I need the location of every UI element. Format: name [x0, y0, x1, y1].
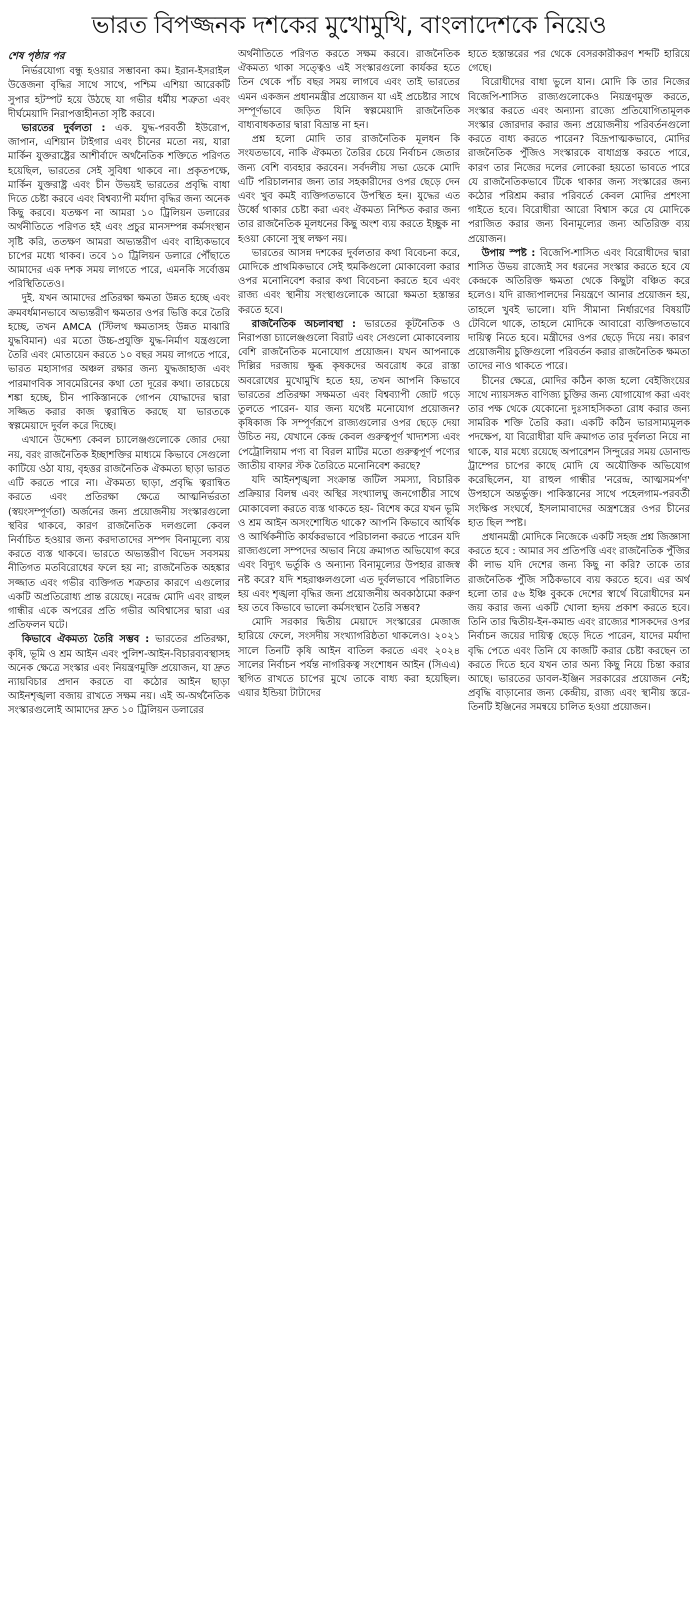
- paragraph-text: মোদি সরকার দ্বিতীয় মেয়াদে সংস্কারের মেজাজ হারিয়ে ফেলে, সংসদীয় সংখ্যাগরিষ্ঠতা থাকলেও। ২০২১ সালে তিনটি কৃষি আইন বাতিল করতে এবং ২০২৪ সালের নির্বাচন পর্যন্ত নাগরিকত্ব সংশোধন আইন (সিএএ) স্থগিত রাখতে চাপের মুখে তাকে বাধ্য করা হয়েছিল। এয়ার ইন্ডিয়া টাটাদের: [238, 617, 460, 700]
- subheading: কিভাবে ঐকমত্য তৈরি সম্ভব :: [21, 634, 150, 646]
- paragraph-text: ভারতের কূটনৈতিক ও নিরাপত্তা চ্যালেঞ্জগুলো বিরাট এবং সেগুলো মোকাবেলায় বেশি রাজনৈতিক মনোযোগ প্রয়োজন। যখন আপনাকে দিল্লির দরজায় ক্ষুব্ধ কৃষকদের অবরোধ করে রাস্তা অবরোধের মুখোমুখি হতে হয়, তখন আপনি কিভাবে ভারতের প্রতিরক্ষা সক্ষমতা এবং বিশ্বব্যাপী জোট গড়ে তুলতে পারেন- যার জন্য যথেষ্ট মনোযোগ প্রয়োজন? কৃষিকাজ কি সম্পূর্ণরূপে রাজ্যগুলোর ওপর ছেড়ে দেয়া উচিত নয়, যেখানে কেন্দ্র কেবল গুরুত্বপূর্ণ খাদ্যশস্য এবং পেট্রোলিয়াম পণ্য বা বিরল মাটির মতো গুরুত্বপূর্ণ পণ্যের জাতীয় বাফার স্টক তৈরিতে মনোনিবেশ করছে?: [238, 318, 460, 472]
- paragraph: [8, 65, 230, 122]
- column-1: [8, 48, 230, 1600]
- paragraph: [8, 122, 230, 292]
- paragraph: [8, 292, 230, 434]
- paragraph: [238, 474, 460, 616]
- paragraph-text: বিরোধীদের বাধা ভুলে যান। মোদি কি তার নিজের বিজেপি-শাসিত রাজ্যগুলোকেও নিয়ন্ত্রণমুক্ত করতে, সংস্কার করতে এবং অন্যান্য রাজ্যে প্রতিযোগিতামূলক সংস্কার জোরদার করার জন্য প্রয়োজনীয় পরিবর্তনগুলো করতে বাধ্য করতে পারেন? বিদ্রূপাত্মকভাবে, মোদির রাজনৈতিক পুঁজিও সংস্কারকে বাধাগ্রস্ত করতে পারে, কারণ তার নিজের দলের লোকেরা হয়তো ভাবতে পারে যে রাজনৈতিকভাবে টিকে থাকার জন্য সংস্কারের জন্য কঠোর পরিশ্রম করার পরিবর্তে কেবল মোদির প্রশংসা গাইতে হবে। বিরোধীরা আরো বিশ্বাস করে যে মোদিকে পরাজিত করার জন্য বিনামূল্যের জন্য অতিরিক্ত ব্যয় প্রয়োজন।: [468, 77, 690, 245]
- subheading: উপায় স্পষ্ট :: [481, 247, 536, 259]
- paragraph-text: হাতে হস্তান্তরের পর থেকে বেসরকারীকরণ শব্দটি হারিয়ে গেছে।: [468, 49, 690, 75]
- article-columns: [8, 48, 690, 1600]
- paragraph-text: ভারতের প্রতিরক্ষা, কৃষি, ভূমি ও শ্রম আইন এবং পুলিশ-আইন-বিচারব্যবস্থাসহ অনেক ক্ষেত্রে সংস্কার এবং নিয়ন্ত্রণমুক্তি প্রয়োজন, যা দ্রুত ন্যায়বিচার প্রদান করতে বা কঠোর আইন ছাড়া আইনশৃঙ্খলা বজায় রাখতে সক্ষম নয়। এই অ-অর্থনৈতিক সংস্কারগুলোই আমাদের দ্রুত ১০ ট্রিলিয়ন ডলারের: [8, 634, 230, 717]
- paragraph-text: চীনের ক্ষেত্রে, মোদির কঠিন কাজ হলো বেইজিংয়ের সাথে ন্যায়সঙ্গত বাণিজ্য চুক্তির জন্য যোগাযোগ করা এবং তার পক্ষ থেকে যেকোনো দুঃসাহসিকতা রোধ করার জন্য সামরিক শক্তি তৈরি করা। একটি কঠিন ভারসাম্যমূলক পদক্ষেপ, যা বিরোধীরা যদি ক্রমাগত তার দুর্বলতা নিয়ে না থাকে, যার মধ্যে রয়েছে অপারেশন সিন্দুরের সময় ডোনাল্ড ট্রাম্পের চাপের কাছে মোদি যে অযৌক্তিক অভিযোগ করেছিলেন, যা রাহুল গান্ধীর 'নরেন্দ্র, আত্মসমর্পণ' উপহাসে অন্তর্ভুক্ত। পাকিস্তানের সাথে পহেলগাম-পরবর্তী সংক্ষিপ্ত সংঘর্ষে, ইসলামাবাদের অস্ত্রশস্ত্রের ওপর চীনের হাত ছিল স্পষ্ট।: [468, 375, 690, 529]
- paragraph-text: নির্ভরযোগ্য বন্ধু হওয়ার সম্ভাবনা কম। ইরান-ইসরাইল উত্তেজনা বৃদ্ধির সাথে সাথে, পশ্চিম এশিয়া আরেকটি সুপার হটস্পট হয়ে উঠছে যা গভীর ধর্মীয় শত্রুতা এবং দীর্ঘমেয়াদি নিরাপত্তাহীনতা সৃষ্টি করবে।: [8, 66, 230, 120]
- column-3: [468, 48, 690, 1600]
- paragraph-text: প্রধানমন্ত্রী মোদিকে নিজেকে একটি সহজ প্রশ্ন জিজ্ঞাসা করতে হবে : আমার সব প্রতিপত্তি এবং রাজনৈতিক পুঁজির কী লাভ যদি দেশের জন্য কিছু না করি? তাকে তার রাজনৈতিক পুঁজি সঠিকভাবে ব্যয় করতে হবে। এর অর্থ হলো তার ৫৬ ইঞ্চি বুককে দেশের স্বার্থে বিরোধীদের মন জয় করার জন্য একটি খোলা হৃদয় প্রকাশ করতে হবে। তিনি তার দ্বিতীয়-ইন-কমান্ড এবং রাজ্যের শাসকদের ওপর নির্বাচন জয়ের দায়িত্ব ছেড়ে দিতে পারেন, যাদের মর্যাদা বৃদ্ধি পেতে এবং তিনি যে কাজটি করার চেষ্টা করছেন তা করতে দিতে হবে যখন তার অন্য কিছু নিয়ে চিন্তা করার আছে। ভারতের ডাবল-ইঞ্জিন সরকারের প্রয়োজন নেই; প্রবৃদ্ধি বাড়ানোর জন্য কেন্দ্রীয়, রাজ্য এবং স্থানীয় স্তরে- তিনটি ইঞ্জিনের সমন্বয়ে চালিত হওয়া প্রয়োজন।: [468, 531, 690, 714]
- paragraph-text: যদি আইনশৃঙ্খলা সংক্রান্ত জটিল সমস্যা, বিচারিক প্রক্রিয়ার বিলম্ব এবং অস্থির সংখ্যালঘু জনগোষ্ঠীর সাথে মোকাবেলা করতে ব্যস্ত থাকতে হয়- বিশেষ করে যখন ভূমি ও শ্রম আইন অসংশোধিত থাকে? আপনি কিভাবে আর্থিক ও আর্থিকনীতি কার্যকরভাবে পরিচালনা করতে পারেন যদি রাজ্যগুলো সম্পদের অভাব নিয়ে ক্রমাগত অভিযোগ করে এবং বিদ্যুৎ ভর্তুকি ও অন্যান্য বিনামূল্যের উপহার রাজস্ব নষ্ট করে? যদি শহরাঞ্চলগুলো এত দুর্বলভাবে পরিচালিত হয় এবং শৃঙ্খলা বৃদ্ধির জন্য প্রয়োজনীয় অবকাঠামো করুণ হয় তবে কিভাবে ভালো কর্মসংস্থান তৈরি সম্ভব?: [238, 475, 460, 614]
- paragraph-text: প্রশ্ন হলো মোদি তার রাজনৈতিক মূলধন কি সংযতভাবে, নাকি ঐকমত্য তৈরির চেয়ে নির্বাচন জেতার জন্য বেশি ব্যবহার করবেন। সর্বদলীয় সভা ডেকে মোদি এটি পরিচালনার জন্য তার সহকারীদের ওপর ছেড়ে দেন এবং খুব কমই ব্যক্তিগতভাবে উপস্থিত হন। যুদ্ধের এত উর্ধ্বে থাকার চেষ্টা করা এবং ঐকমত্য নিশ্চিত করার জন্য তার রাজনৈতিক মূলধনের কিছু অংশ ব্যয় করতে ইচ্ছুক না হওয়া কোনো সুস্থ লক্ষণ নয়।: [238, 134, 460, 245]
- paragraph: [238, 616, 460, 701]
- paragraph: [238, 48, 460, 133]
- paragraph: [468, 76, 690, 246]
- bottom-edge: [0, 1596, 698, 1600]
- paragraph: [468, 375, 690, 531]
- headline: ভারত বিপজ্জনক দশকের মুখোমুখি, বাংলাদেশকে নিয়েও: [91, 11, 607, 39]
- continued-from-kicker: শেষ পৃষ্ঠার পর: [8, 51, 65, 62]
- subheading: ভারতের দুর্বলতা :: [21, 123, 106, 135]
- paragraph-text: ভারতের আসন্ন দশকের দুর্বলতার কথা বিবেচনা করে, মোদিকে প্রাথমিকভাবে সেই হুমকিগুলো মোকাবেলা করার ওপর মনোনিবেশ করার কথা বিবেচনা করতে হবে এবং রাজ্য এবং স্থানীয় সংস্থাগুলোকে আরো ক্ষমতা হস্তান্তর করতে হবে।: [238, 247, 460, 316]
- paragraph: [468, 531, 690, 716]
- paragraph-text: এক. যুদ্ধ-পরবর্তী ইউরোপ, জাপান, এশিয়ান টাইগার এবং চীনের মতো নয়, যারা মার্কিন যুক্তরাষ্ট্রের আশীর্বাদে অর্থনৈতিক শক্তিতে পরিণত হয়েছিল, ভারতের সেই সুবিধা থাকবে না। প্রকৃতপক্ষে, মার্কিন যুক্তরাষ্ট্র এবং চীন উভয়ই ভারতের প্রবৃদ্ধি বাধা দিতে চেষ্টা করবে এবং বিশ্বব্যাপী মর্যাদা বৃদ্ধির জন্য অনেক কিছু করবে। যতক্ষণ না আমরা ১০ ট্রিলিয়ন ডলারের অর্থনীতিতে পরিণত হই এবং প্রচুর মানসম্পন্ন কর্মসংস্থান সৃষ্টি করি, ততক্ষণ আমরা অভ্যন্তরীণ এবং বাহ্যিকভাবে চাপের মধ্যে থাকব। তবে ১০ ট্রিলিয়ন ডলারে পৌঁছাতে আমাদের এক দশক সময় লাগতে পারে, এমনকি সর্বোত্তম পরিস্থিতিতেও।: [8, 123, 230, 291]
- paragraph: [468, 247, 690, 375]
- subheading: রাজনৈতিক অচলাবস্থা :: [251, 318, 356, 330]
- column-2: [238, 48, 460, 1600]
- paragraph-text: দুই. যখন আমাদের প্রতিরক্ষা ক্ষমতা উন্নত হচ্ছে এবং ক্রমবর্ধমানভাবে অভ্যন্তরীণ ক্ষমতার ওপর ভিত্তি করে তৈরি হচ্ছে, তখন AMCA (স্টিলথ ক্ষমতাসহ উন্নত মাঝারি যুদ্ধবিমান) এর মতো উচ্চ-প্রযুক্তি যুদ্ধ-নির্মাণ যন্ত্রগুলো তৈরি এবং মোতায়েন করতে ১০ বছর সময় লাগতে পারে, ভারত মহাসাগর অঞ্চল রক্ষার জন্য যুদ্ধজাহাজ এবং পারমাণবিক সাবমেরিনের কথা তো দূরের কথা। তারচেয়ে শঙ্কা হচ্ছে, চীন পাকিস্তানকে গোপন যোদ্ধাদের দ্বারা সজ্জিত করার কাজ ত্বরান্বিত করছে যা ভারতকে স্বল্পমেয়াদে দুর্বল করে দিচ্ছে।: [8, 293, 230, 433]
- paragraph: [8, 633, 230, 718]
- paragraph-text: অর্থনীতিতে পরিণত করতে সক্ষম করবে। রাজনৈতিক ঐকমত্য থাকা সত্ত্বেও এই সংস্কারগুলো কার্যকর হতে তিন থেকে পাঁচ বছর সময় লাগবে এবং তাই ভারতের এমন একজন প্রধানমন্ত্রীর প্রয়োজন যা এই প্রচেষ্টার সাথে সম্পূর্ণভাবে জড়িত যিনি স্বল্পমেয়াদি রাজনৈতিক বাধ্যবাধকতার দ্বারা বিভ্রান্ত না হন।: [238, 49, 460, 132]
- paragraph: [8, 434, 230, 633]
- paragraph: [238, 318, 460, 474]
- paragraph-text: বিজেপি-শাসিত এবং বিরোধীদের দ্বারা শাসিত উভয় রাজ্যেই সব ধরনের সংস্কার করতে হবে যে কেন্দ্রকে অতিরিক্ত ক্ষমতা থেকে কিছুটা বঞ্চিত করে হলেও। যদি রাজ্যপালদের নিয়ন্ত্রণে আনার প্রয়োজন হয়, তাহলে খুবই ভালো। যদি সীমানা নির্ধারণের বিষয়টি টেবিলে থাকে, তাহলে মোদিকে আবারো ব্যক্তিগতভাবে দায়িত্ব নিতে হবে। মন্ত্রীদের ওপর ছেড়ে দিয়ে নয়। কারণ প্রয়োজনীয় চুক্তিগুলো পরিবর্তন করার রাজনৈতিক ক্ষমতা তাদের নাও থাকতে পারে।: [468, 247, 690, 373]
- paragraph: [468, 48, 690, 76]
- paragraph-text: এখানে উদ্দেশ্য কেবল চ্যালেঞ্জগুলোকে জোর দেয়া নয়, বরং রাজনৈতিক ইচ্ছাশক্তির মাধ্যমে কিভাবে সেগুলো কাটিয়ে ওঠা যায়, বৃহত্তর রাজনৈতিক ঐকমত্য ছাড়া ভারত এটি করতে পারে না। ঐকমত্য ছাড়া, প্রবৃদ্ধি ত্বরান্বিত করতে এবং প্রতিরক্ষা ক্ষেত্রে আত্মনির্ভরতা (স্বয়ংসম্পূর্ণতা) অর্জনের জন্য প্রয়োজনীয় সংস্কারগুলো স্থবির থাকবে, কারণ রাজনৈতিক দলগুলো কেবল নির্বাচিত হওয়ার জন্য করদাতাদের সম্পদ বিনামূল্যে ব্যয় করতে ব্যস্ত থাকবে। ভারতে অভ্যন্তরীণ বিভেদ সবসময় নীতিগত মতবিরোধের ফলে হয় না; রাজনৈতিক অহঙ্কার সজ্জাত এবং গভীর ব্যক্তিগত শত্রুতার কারণে এগুলোর একটি অপ্রতিরোধ্য প্রান্ত রয়েছে। নরেন্দ্র মোদি এবং রাহুল গান্ধীর একে অপরের প্রতি গভীর অবিশ্বাসের দ্বারা এর প্রতিফলন ঘটে।: [8, 435, 230, 632]
- paragraph: [238, 133, 460, 247]
- paragraph: [238, 247, 460, 318]
